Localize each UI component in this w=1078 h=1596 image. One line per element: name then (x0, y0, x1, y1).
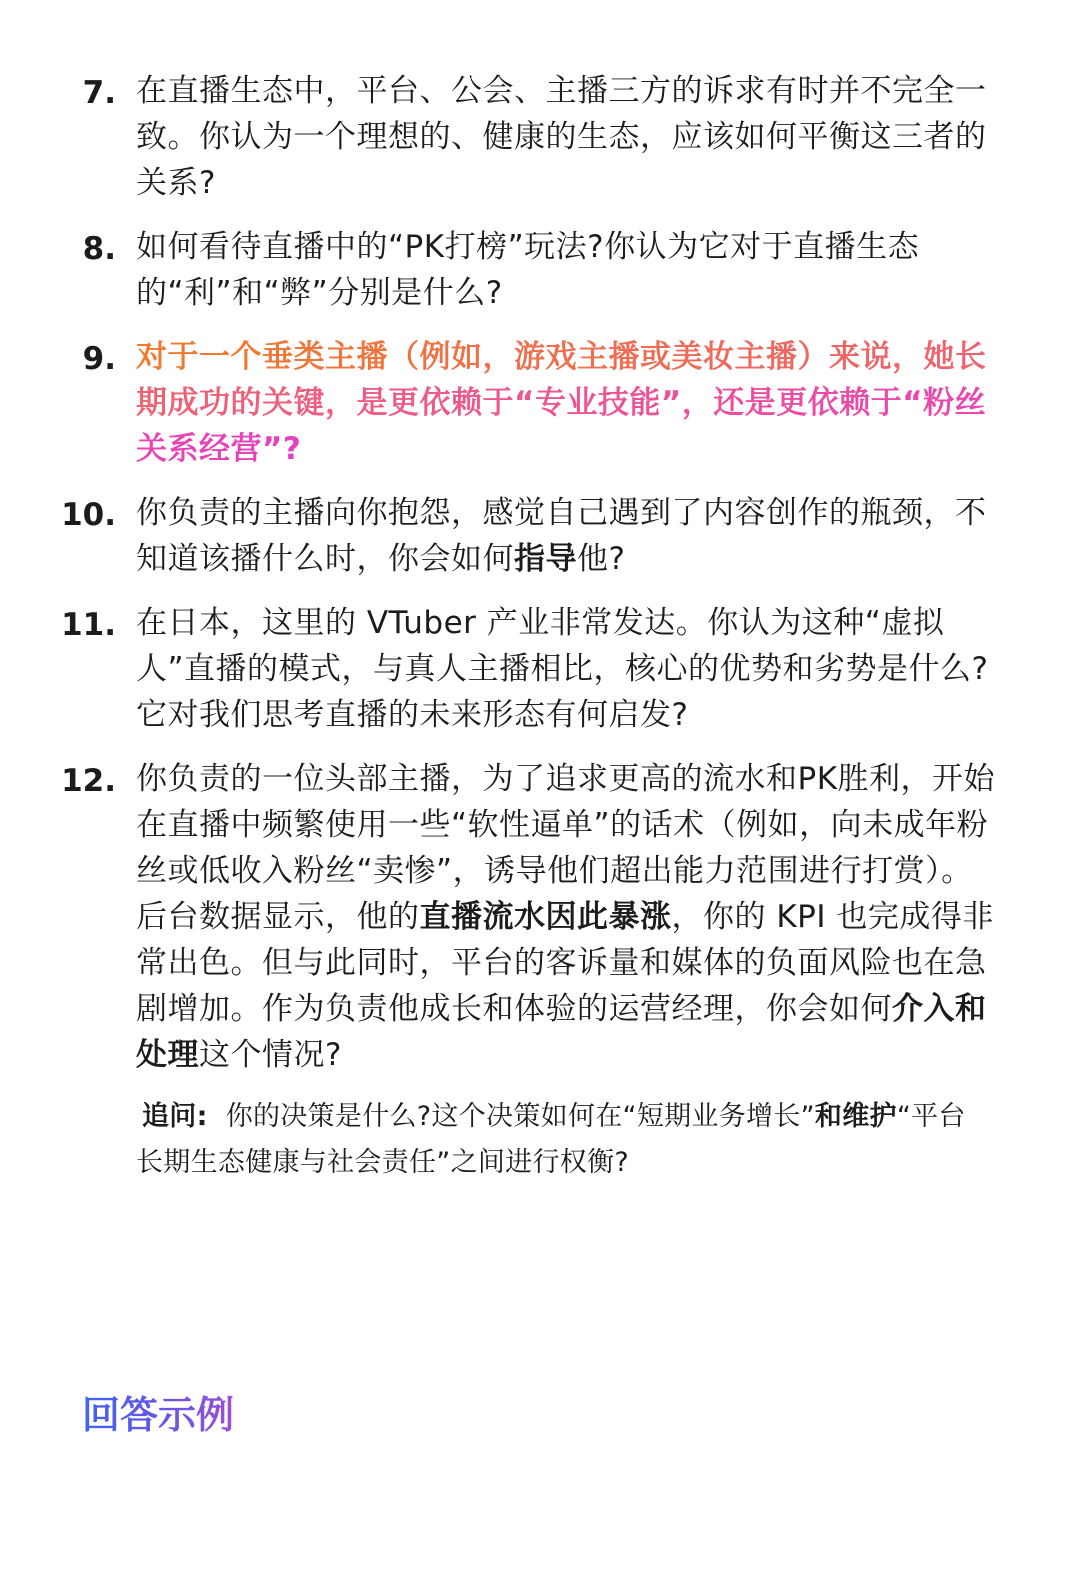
question-number: 11. (61, 607, 116, 643)
question-text-part: 你负责的主播向你抱怨，感觉自己遇到了内容创作的瓶颈，不知道该播什么时，你会如何 (136, 495, 987, 577)
answer-example-heading: 回答示例 (82, 1390, 234, 1440)
question-number: 8. (82, 231, 116, 267)
question-text: 在直播生态中，平台、公会、主播三方的诉求有时并不完全一致。你认为一个理想的、健康的生态，应该如何平衡这三者的关系? (136, 73, 987, 201)
question-text-emphasis: 介入和处理 (136, 991, 987, 1073)
followup-text-part: “平台长期生态健康与社会责任”之间进行权衡? (136, 1101, 966, 1178)
followup-text-emphasis: 和维护 (814, 1101, 897, 1132)
question-number: 7. (82, 75, 116, 111)
question-item-10 (0, 490, 1078, 582)
question-item-8 (0, 224, 1078, 316)
question-text: 如何看待直播中的“PK打榜”玩法?你认为它对于直播生态的“利”和“弊”分别是什么? (136, 229, 920, 311)
question-text (136, 756, 996, 1078)
question-text-part: 你负责的一位头部主播，为了追求更高的流水和PK胜利，开始在直播中频繁使用一些“软性逼单”的话术（例如，向未成年粉丝或低收入粉丝“卖惨”，诱导他们超出能力范围进行打赏）。后台数据显示，他的 (136, 761, 996, 935)
followup-text-part: 你的决策是什么?这个决策如何在“短期业务增长” (225, 1101, 815, 1132)
question-item-9 (0, 334, 1078, 472)
question-text: 在日本，这里的 VTuber 产业非常发达。你认为这种“虚拟人”直播的模式，与真人主播相比，核心的优势和劣势是什么?它对我们思考直播的未来形态有何启发? (136, 605, 989, 733)
question-text-part: 这个情况? (199, 1037, 342, 1073)
question-text-part: 他? (577, 541, 626, 577)
question-number: 12. (61, 763, 116, 799)
question-text (136, 490, 996, 582)
question-text-emphasis: 指导 (514, 541, 577, 577)
question-text-highlighted (136, 334, 996, 472)
question-item-12 (0, 756, 1078, 1186)
followup-question (136, 1094, 976, 1186)
question-list (0, 68, 1078, 1204)
question-number: 10. (61, 497, 116, 533)
highlighted-text: 对于一个垂类主播（例如，游戏主播或美妆主播）来说，她长期成功的关键，是更依赖于“专业技能”，还是更依赖于“粉丝关系经营”? (136, 339, 987, 467)
followup-label: 追问: (142, 1101, 208, 1132)
question-text-emphasis: 直播流水因此暴涨 (419, 899, 672, 935)
question-item-11 (0, 600, 1078, 738)
question-text-part: ，你的 KPI 也完成得非常出色。但与此同时，平台的客诉量和媒体的负面风险也在急剧增加。作为负责他成长和体验的运营经理，你会如何 (136, 899, 994, 1027)
question-item-7 (0, 68, 1078, 206)
question-number: 9. (82, 341, 116, 377)
